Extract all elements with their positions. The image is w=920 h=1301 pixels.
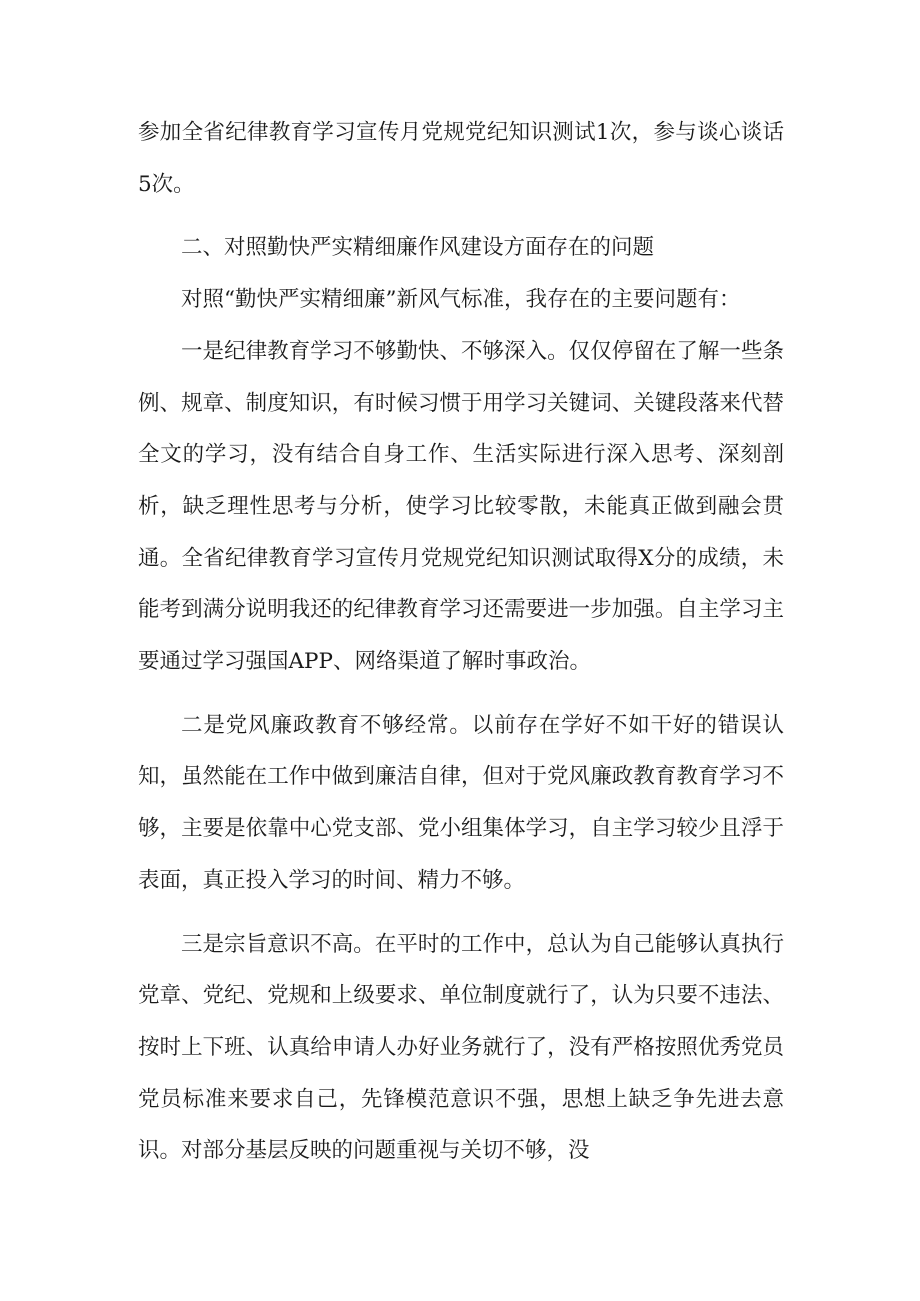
paragraph-intro: 对照“勤快严实精细廉”新风气标准，我存在的主要问题有：: [181, 287, 741, 313]
paragraph-continuation: 参加全省纪律教育学习宣传月党规党纪知识测试1次，参与谈心谈话5次。: [138, 120, 784, 197]
paragraph-issue-one: 一是纪律教育学习不够勤快、不够深入。仅仅停留在了解一些条例、规章、制度知识，有时候习惯于用学习关键词、关键段落来代替全文的学习，没有结合自身工作、生活实际进行深入思考、深刻剖析，缺乏理性思考与分析，使学习比较零散，未能真正做到融会贯通。全省纪律教育学习宣传月党规党纪知识测试取得X分的成绩，未能考到满分说明我还的纪律教育学习还需要进一步加强。自主学习主要通过学习强国APP、网络渠道了解时事政治。: [138, 338, 784, 675]
section-heading: 二、对照勤快严实精细廉作风建设方面存在的问题: [181, 235, 655, 261]
document-body: [138, 107, 784, 1177]
paragraph-issue-two: 二是党风廉政教育不够经常。以前存在学好不如干好的错误认知，虽然能在工作中做到廉洁自律，但对于党风廉政教育教育学习不够，主要是依靠中心党支部、党小组集体学习，自主学习较少且浮于表面，真正投入学习的时间、精力不够。: [138, 712, 784, 893]
paragraph-issue-three: 三是宗旨意识不高。在平时的工作中，总认为自己能够认真执行党章、党纪、党规和上级要求、单位制度就行了，认为只要不违法、按时上下班、认真给申请人办好业务就行了，没有严格按照优秀党员党员标准来要求自己，先锋模范意识不强，思想上缺乏争先进去意识。对部分基层反映的问题重视与关切不够，没: [138, 931, 784, 1164]
